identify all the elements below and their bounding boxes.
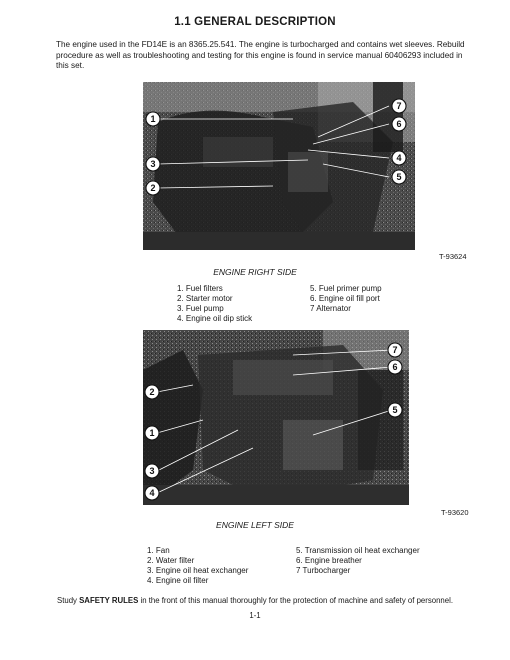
callout-2	[146, 181, 160, 195]
callout-6	[388, 360, 402, 374]
svg-text:6: 6	[396, 119, 402, 129]
legend-item: 4. Engine oil filter	[147, 576, 209, 585]
intro-paragraph: The engine used in the FD14E is an 8365.25.541. The engine is turbocharged and contains wet sleeves. Rebuild procedure as well as troubleshooting and testing for this engine is found in service manual 60406293 included in this set.	[56, 40, 465, 70]
legend-item: 2. Water filter	[147, 556, 195, 565]
callout-2	[145, 385, 159, 399]
legend-item: 3. Fuel pump	[177, 304, 224, 313]
legend-item: 6. Engine breather	[296, 556, 362, 565]
callout-3	[146, 157, 160, 171]
page-title: 1.1 GENERAL DESCRIPTION	[174, 16, 336, 28]
legend-item: 4. Engine oil dip stick	[177, 314, 253, 323]
legend-item: 2. Starter motor	[177, 294, 233, 303]
callout-6	[392, 117, 406, 131]
figure-number: T-93624	[439, 252, 467, 261]
safety-footer	[0, 596, 510, 605]
svg-text:1: 1	[149, 428, 155, 438]
legend-item: 7 Turbocharger	[296, 566, 351, 575]
svg-text:2: 2	[150, 183, 156, 193]
callout-3	[145, 464, 159, 478]
svg-text:5: 5	[392, 405, 398, 415]
svg-text:7: 7	[396, 101, 402, 111]
callout-7	[388, 343, 402, 357]
svg-text:5: 5	[396, 172, 402, 182]
safety-rules-text: SAFETY RULES	[79, 596, 139, 605]
legend-column-right	[310, 284, 382, 314]
page-number: 1-1	[249, 611, 261, 620]
svg-text:4: 4	[149, 488, 155, 498]
callout-1	[145, 426, 159, 440]
footer-prefix: Study	[57, 596, 80, 605]
legend-item: 5. Fuel primer pump	[310, 284, 382, 293]
engine-left-side-photo	[143, 330, 409, 505]
figure-caption: ENGINE RIGHT SIDE	[213, 267, 297, 277]
svg-text:3: 3	[150, 159, 156, 169]
legend-column-left	[177, 284, 252, 324]
svg-text:6: 6	[392, 362, 398, 372]
callout-4	[145, 486, 159, 500]
callout-5	[388, 403, 402, 417]
svg-text:1: 1	[150, 114, 156, 124]
svg-text:2: 2	[149, 387, 155, 397]
figure-caption: ENGINE LEFT SIDE	[216, 520, 294, 530]
figure-number: T-93620	[441, 508, 469, 517]
callout-7	[392, 99, 406, 113]
engine-right-side-photo	[143, 82, 415, 250]
callout-1	[146, 112, 160, 126]
svg-text:4: 4	[396, 153, 402, 163]
legend-item: 5. Transmission oil heat exchanger	[296, 546, 420, 555]
legend-item: 1. Fuel filters	[177, 284, 223, 293]
legend-column-left	[147, 546, 248, 586]
legend-item: 7 Alternator	[310, 304, 351, 313]
callout-4	[392, 151, 406, 165]
svg-text:7: 7	[392, 345, 398, 355]
legend-item: 1. Fan	[147, 546, 170, 555]
legend-item: 6. Engine oil fill port	[310, 294, 380, 303]
callout-5	[392, 170, 406, 184]
legend-item: 3. Engine oil heat exchanger	[147, 566, 249, 575]
footer-suffix: in the front of this manual thoroughly for the protection of machine and safety of personnel.	[138, 596, 453, 605]
svg-text:3: 3	[149, 466, 155, 476]
legend-column-right	[296, 546, 420, 576]
